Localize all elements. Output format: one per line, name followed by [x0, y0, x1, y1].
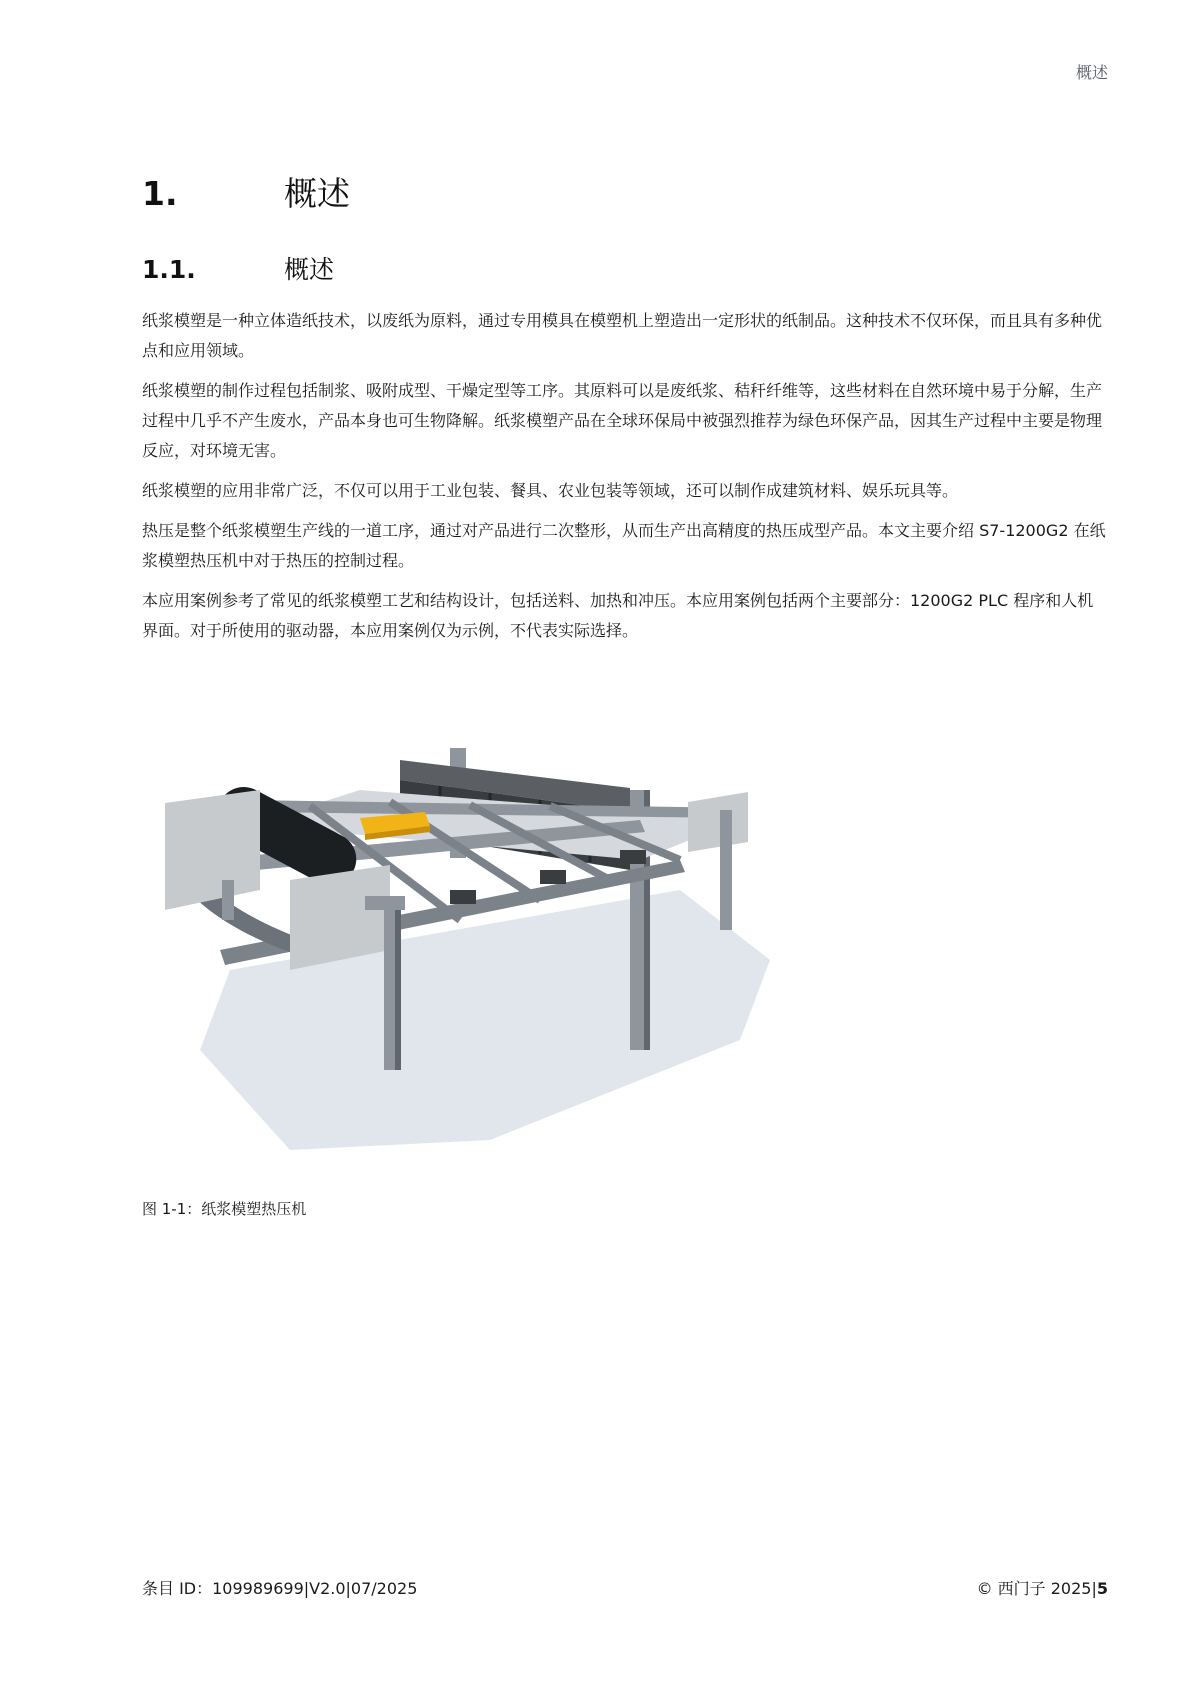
paragraph: 本应用案例参考了常见的纸浆模塑工艺和结构设计，包括送料、加热和冲压。本应用案例包括两个主要部分：1200G2 PLC 程序和人机界面。对于所使用的驱动器，本应用案例仅为示例，不代表实际选择。 — [142, 591, 1094, 640]
leg-left — [222, 880, 234, 920]
leg-front-cap — [365, 896, 405, 910]
body-text — [142, 306, 1107, 656]
section-number: 1. — [142, 174, 178, 213]
side-plate-right — [688, 792, 748, 852]
hot-press-machine-figure — [160, 720, 820, 1160]
figure-caption: 图 1-1：纸浆模塑热压机 — [142, 1200, 307, 1218]
page-number: 5 — [1096, 1579, 1108, 1598]
paragraph: 纸浆模塑的应用非常广泛，不仅可以用于工业包装、餐具、农业包装等领域，还可以制作成建筑材料、娱乐玩具等。 — [142, 481, 959, 500]
footer-copyright — [977, 1576, 1108, 1599]
footer-entry-id: 条目 ID：109989699|V2.0|07/2025 — [142, 1579, 418, 1598]
paragraph: 纸浆模塑的制作过程包括制浆、吸附成型、干燥定型等工序。其原料可以是废纸浆、秸秆纤维等，这些材料在自然环境中易于分解，生产过程中几乎不产生废水，产品本身也可生物降解。纸浆模塑产品在全球环保局中被强烈推荐为绿色环保产品，因其生产过程中主要是物理反应，对环境无害。 — [142, 381, 1103, 460]
hot-press-machine-illustration — [160, 720, 820, 1160]
subsection-number: 1.1. — [142, 255, 196, 284]
subsection-title: 概述 — [284, 255, 335, 284]
leg-right — [720, 810, 732, 930]
paragraph: 纸浆模塑是一种立体造纸技术，以废纸为原料，通过专用模具在模塑机上塑造出一定形状的纸制品。这种技术不仅环保，而且具有多种优点和应用领域。 — [142, 311, 1103, 360]
running-header: 概述 — [1075, 63, 1108, 82]
paragraph: 热压是整个纸浆模塑生产线的一道工序，通过对产品进行二次整形，从而生产出高精度的热压成型产品。本文主要介绍 S7-1200G2 在纸浆模塑热压机中对于热压的控制过程。 — [142, 521, 1106, 570]
side-plate-left — [165, 790, 260, 910]
ground-shadow — [200, 890, 770, 1150]
copyright-text: © 西门子 2025| — [976, 1579, 1097, 1598]
section-title: 概述 — [284, 174, 350, 213]
